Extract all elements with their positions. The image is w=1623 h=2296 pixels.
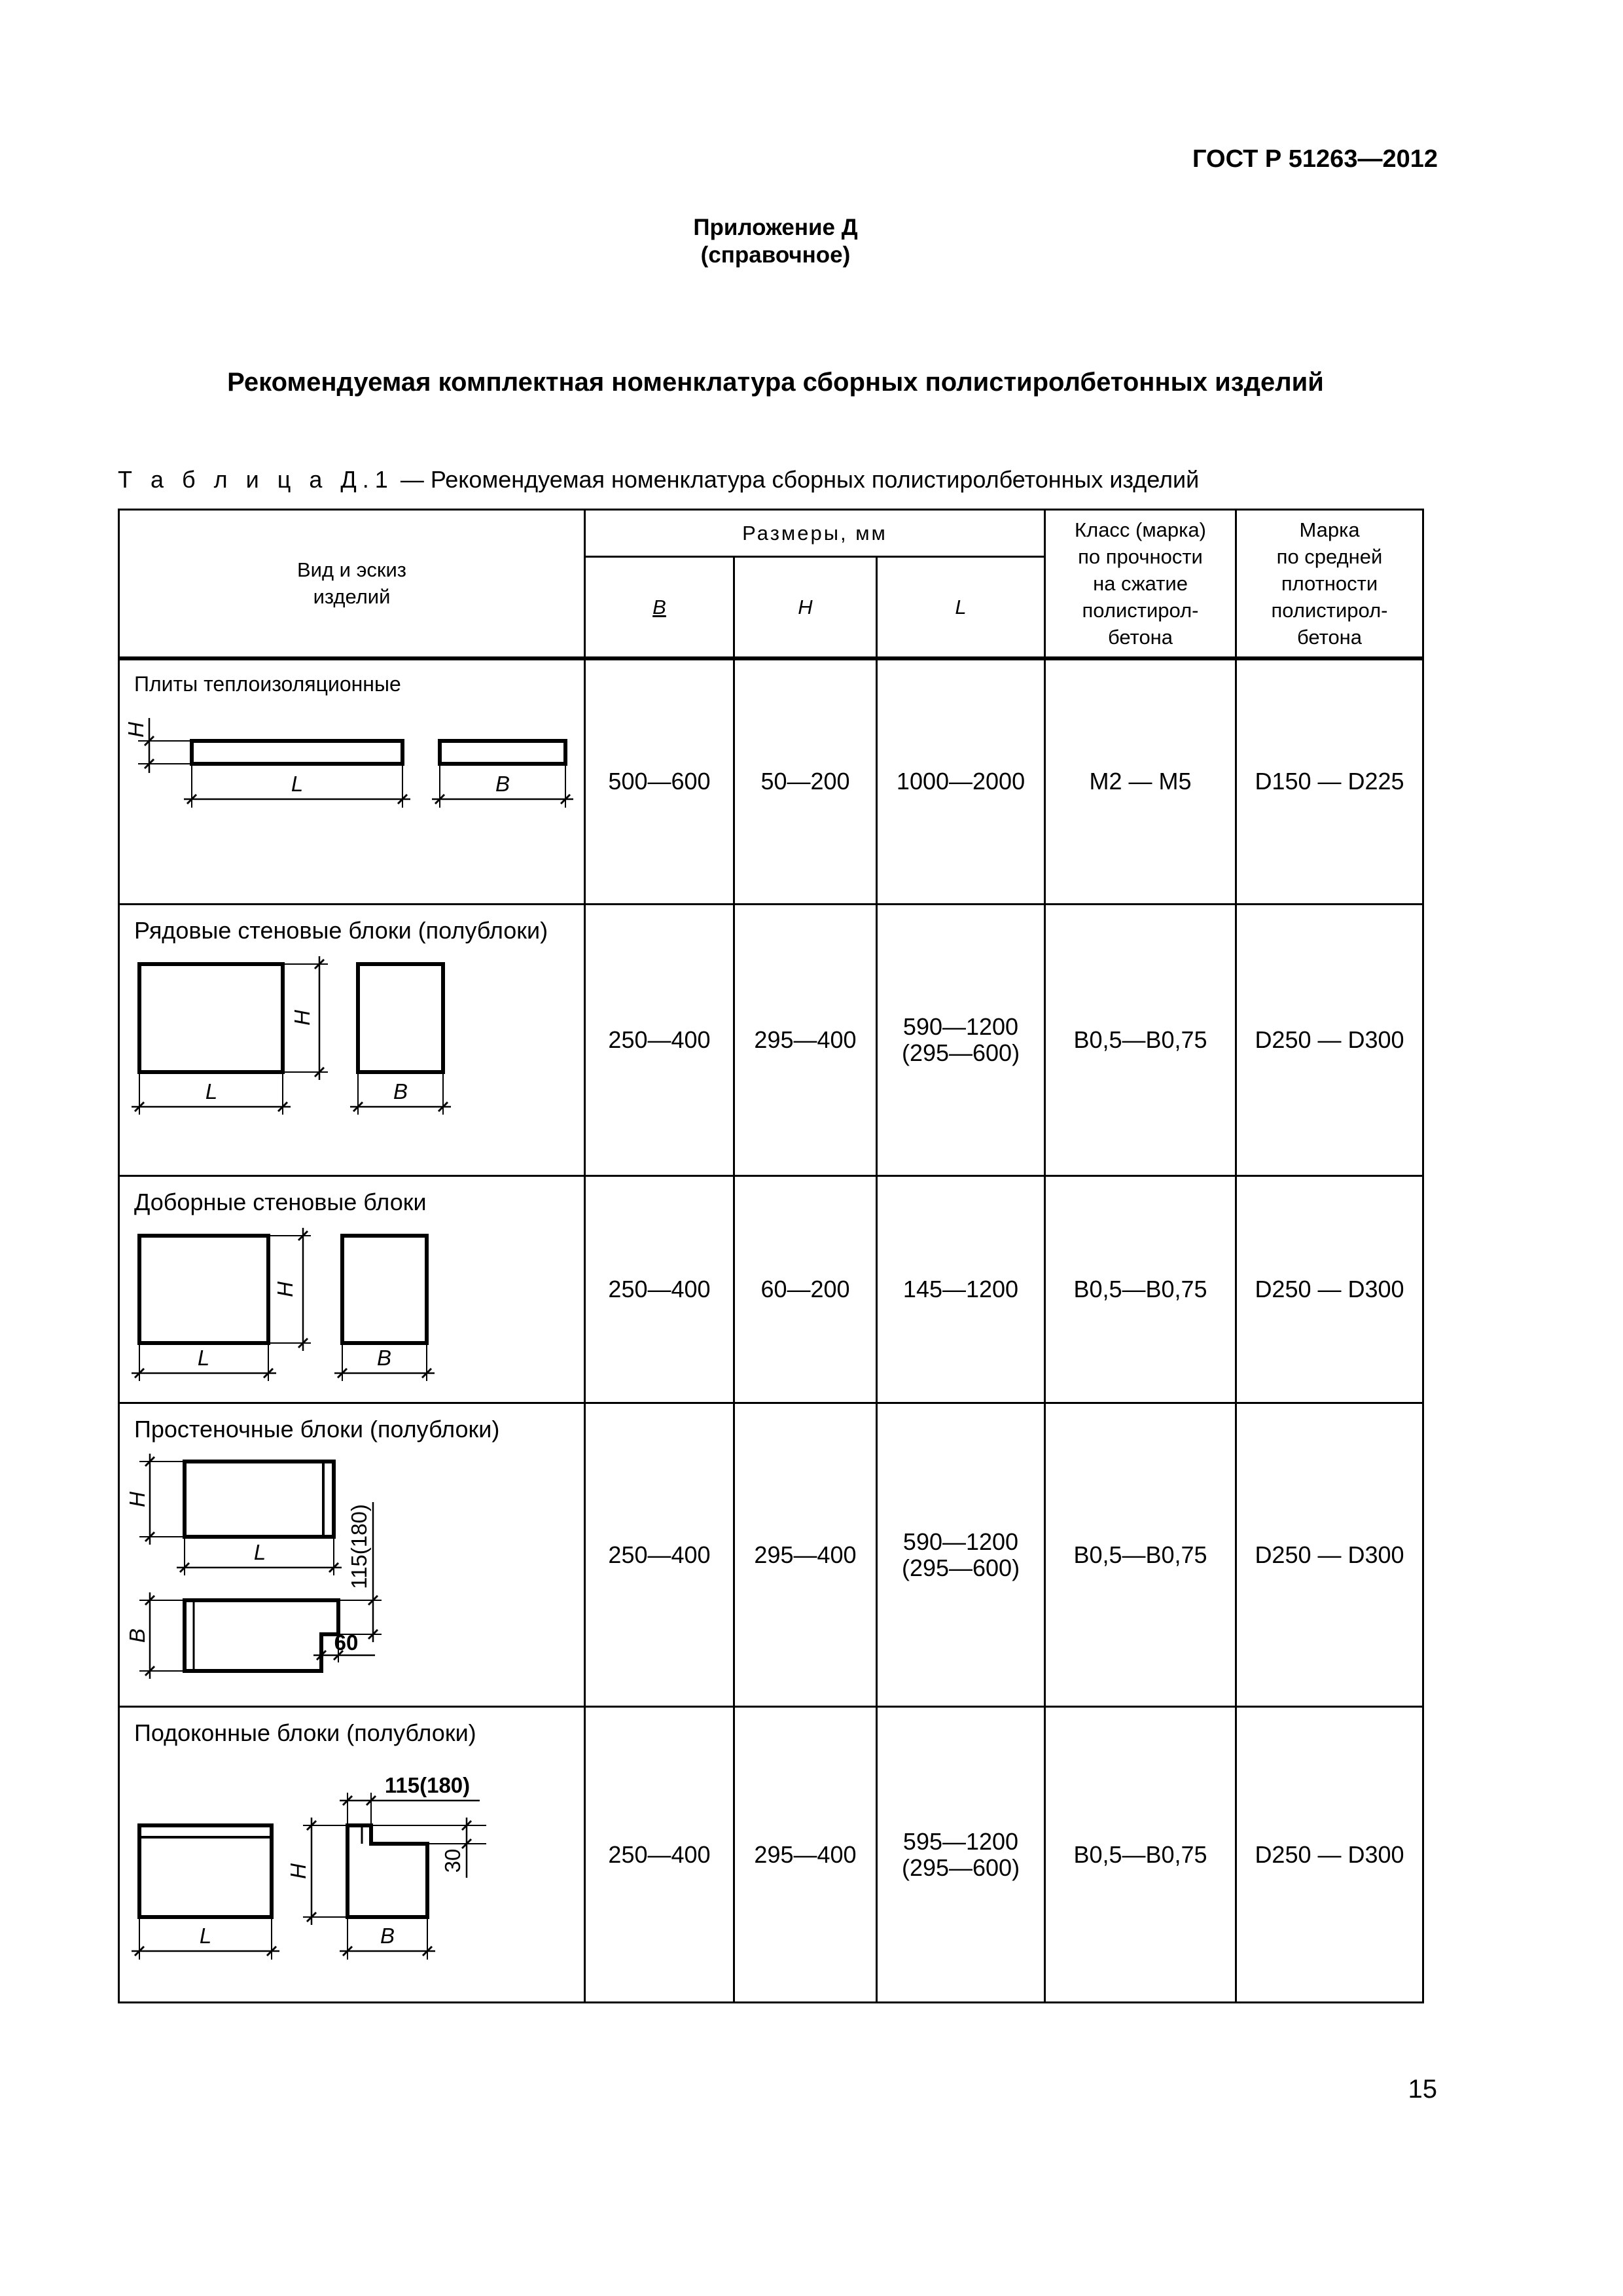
- sketch-label-30: 30: [440, 1848, 465, 1873]
- cell-density: D150 — D225: [1236, 658, 1423, 905]
- table-row: [119, 658, 1423, 905]
- cell-h: 50—200: [734, 658, 877, 905]
- sketch-label-l: L: [197, 1346, 210, 1370]
- sketch-label-l: L: [253, 1540, 266, 1564]
- header-class-line: на сжатие: [1093, 571, 1188, 595]
- sketch-label-h: H: [124, 721, 148, 738]
- sketch-label-b: B: [393, 1079, 408, 1103]
- sketch-label-b: B: [376, 1346, 392, 1370]
- table-caption-text: — Рекомендуемая номенклатура сборных полистиролбетонных изделий: [393, 466, 1200, 493]
- cell-density: D250 — D300: [1236, 1403, 1423, 1707]
- sketch-label-115-180: 115(180): [384, 1773, 471, 1797]
- cell-l: [877, 1707, 1045, 2003]
- appendix-title: Приложение Д: [693, 215, 858, 240]
- cell-density: D250 — D300: [1236, 1707, 1423, 2003]
- sketch-label-h: H: [290, 1010, 314, 1026]
- sketch-ordinary-blocks: [120, 905, 586, 1177]
- sketch-label-h: H: [125, 1492, 149, 1507]
- header-class-line: по прочности: [1078, 545, 1203, 568]
- header-density: [1236, 510, 1423, 658]
- sketch-label-l: L: [291, 771, 304, 796]
- cell-b: 250—400: [585, 1176, 734, 1403]
- cell-l: [877, 1403, 1045, 1707]
- sketch-label-60: 60: [334, 1630, 359, 1655]
- product-cell: [119, 1403, 585, 1707]
- sketch-label-b: B: [380, 1924, 395, 1948]
- sketch-label-h: H: [286, 1863, 310, 1879]
- sketch-additional-blocks: [120, 1177, 586, 1404]
- header-h: H: [734, 557, 877, 658]
- header-l: L: [877, 557, 1045, 658]
- cell-class: М2 — М5: [1045, 658, 1236, 905]
- cell-h: 295—400: [734, 1707, 877, 2003]
- cell-l: [877, 905, 1045, 1176]
- page-number: 15: [1408, 2075, 1437, 2104]
- sketch-label-l: L: [205, 1079, 218, 1103]
- cell-l: [877, 658, 1045, 905]
- cell-b: 250—400: [585, 905, 734, 1176]
- header-class-line: Класс (марка): [1075, 518, 1206, 541]
- sketch-window-sill-blocks: [120, 1708, 586, 2003]
- header-kind: [119, 510, 585, 658]
- product-cell: [119, 1176, 585, 1403]
- standard-number: ГОСТ Р 51263—2012: [1192, 145, 1438, 173]
- header-class-line: бетона: [1107, 625, 1173, 649]
- header-density-line: плотности: [1281, 571, 1378, 595]
- appendix-subtitle: (справочное): [700, 242, 851, 268]
- nomenclature-table: [118, 509, 1424, 2003]
- header-density-line: Марка: [1299, 518, 1360, 541]
- cell-l-alt: (295—600): [901, 1854, 1020, 1881]
- product-cell: [119, 1707, 585, 2003]
- product-name: Доборные стеновые блоки: [134, 1189, 427, 1215]
- header-kind-line2: изделий: [313, 585, 391, 609]
- product-name: Подоконные блоки (полублоки): [134, 1719, 476, 1746]
- cell-b: 250—400: [585, 1403, 734, 1707]
- header-b: [585, 557, 734, 658]
- cell-l-alt: (295—600): [901, 1039, 1020, 1066]
- cell-b: 500—600: [585, 658, 734, 905]
- header-density-line: по средней: [1276, 545, 1383, 568]
- cell-l-main: 145—1200: [902, 1276, 1019, 1302]
- sketch-insulation-slabs: [120, 660, 586, 906]
- table-row: [119, 1176, 1423, 1403]
- cell-h: 295—400: [734, 1403, 877, 1707]
- cell-class: B0,5—B0,75: [1045, 905, 1236, 1176]
- cell-b: 250—400: [585, 1707, 734, 2003]
- header-b-text: B: [652, 595, 666, 619]
- header-kind-line1: Вид и эскиз: [296, 558, 407, 582]
- header-class: [1045, 510, 1236, 658]
- cell-density: D250 — D300: [1236, 1176, 1423, 1403]
- cell-class: B0,5—B0,75: [1045, 1176, 1236, 1403]
- cell-density: D250 — D300: [1236, 905, 1423, 1176]
- cell-class: B0,5—B0,75: [1045, 1707, 1236, 2003]
- header-density-line: полистирол-: [1271, 598, 1388, 622]
- cell-class: B0,5—B0,75: [1045, 1403, 1236, 1707]
- cell-l-main: 590—1200: [902, 1013, 1019, 1040]
- sketch-label-l: L: [199, 1924, 212, 1948]
- header-sizes: Размеры, мм: [585, 510, 1045, 557]
- table-row: [119, 1707, 1423, 2003]
- cell-l: [877, 1176, 1045, 1403]
- cell-l-main: 595—1200: [902, 1827, 1019, 1855]
- cell-l-main: 590—1200: [902, 1528, 1019, 1555]
- product-cell: [119, 905, 585, 1176]
- header-density-line: бетона: [1296, 625, 1363, 649]
- table-header-row-1: [119, 510, 1423, 557]
- page-title: Рекомендуемая комплектная номенклатура сборных полистиролбетонных изделий: [227, 368, 1324, 397]
- sketch-pier-blocks: [120, 1404, 586, 1708]
- table-row: [119, 905, 1423, 1176]
- sketch-label-h: H: [273, 1282, 297, 1297]
- product-name: Рядовые стеновые блоки (полублоки): [134, 917, 548, 944]
- header-class-line: полистирол-: [1082, 598, 1199, 622]
- sketch-label-b: B: [495, 771, 510, 796]
- product-name: Простеночные блоки (полублоки): [134, 1416, 500, 1443]
- cell-l-main: 1000—2000: [896, 768, 1026, 795]
- table-caption-prefix: Т а б л и ц а Д.1: [118, 466, 394, 493]
- table-caption: [118, 466, 1199, 493]
- table-row: [119, 1403, 1423, 1707]
- product-cell: [119, 658, 585, 905]
- cell-h: 60—200: [734, 1176, 877, 1403]
- cell-l-alt: (295—600): [901, 1554, 1020, 1581]
- sketch-label-115-180: 115(180): [347, 1504, 371, 1589]
- sketch-label-b: B: [125, 1628, 149, 1643]
- product-name: Плиты теплоизоляционные: [134, 672, 401, 696]
- cell-h: 295—400: [734, 905, 877, 1176]
